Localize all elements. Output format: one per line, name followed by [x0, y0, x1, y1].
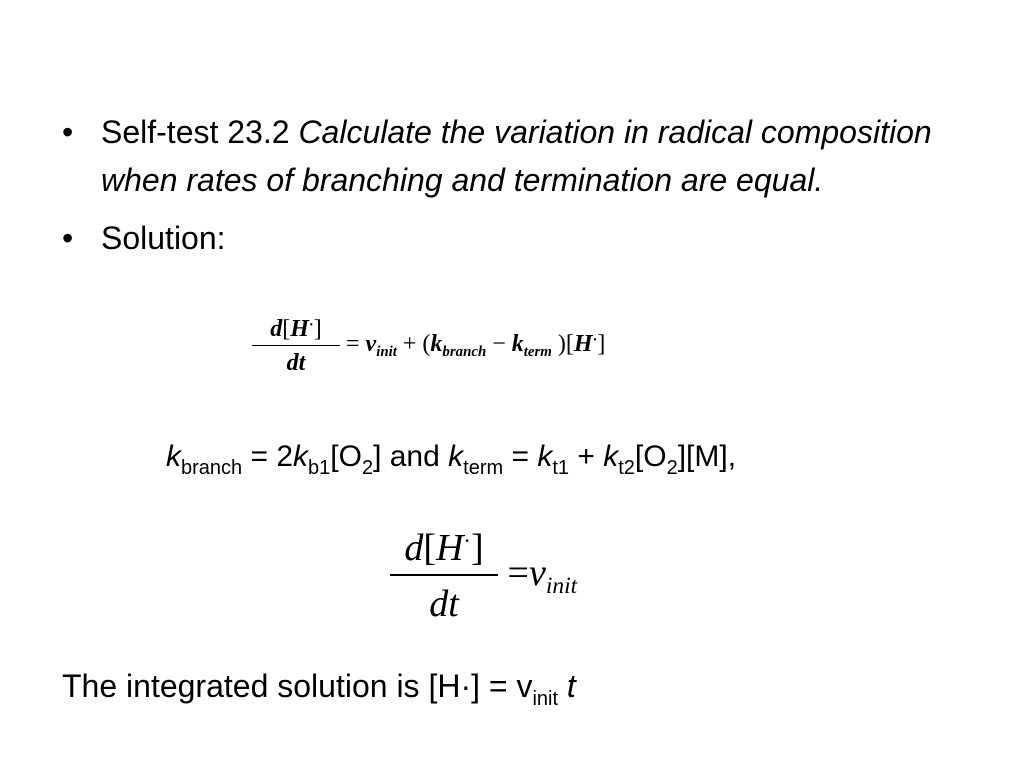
derivative-fraction: [252, 316, 340, 377]
fraction-bar: [252, 345, 340, 346]
fraction-numerator: d[H·]: [404, 527, 484, 569]
fraction-denominator: dt: [429, 583, 459, 625]
fraction-bar: [390, 574, 498, 576]
fraction-denominator: dt: [286, 350, 306, 376]
bullet-solution: [62, 214, 962, 262]
solution-label: Solution:: [101, 220, 226, 256]
bullet-symbol: •: [62, 220, 74, 256]
rate-equation-simplified: [390, 526, 577, 626]
rate-equation-full: [252, 316, 605, 377]
rate-constants-line: $k_{branch} = 2k_{b1}[O_2]$ and $k_{term} = k_{t1} + k_{t2}[O_2][M]$,: [166, 440, 737, 479]
equation-rhs: = $v_{init} + (k_{branch} - k_{term}$ )[H·]: [346, 331, 606, 361]
integrated-solution: The integrated solution is $[H\cdot] = v_{init}$ t: [62, 668, 576, 710]
bullet-symbol: •: [62, 114, 74, 150]
equation-rhs: $=v_{init}$: [507, 552, 578, 600]
derivative-fraction: [390, 526, 498, 626]
fraction-numerator: d[H·]: [270, 316, 322, 342]
bullet-self-test: [62, 108, 962, 204]
self-test-question: Calculate the variation in radical composition when rates of branching and termination are equal.: [101, 114, 932, 198]
self-test-label: Self-test 23.2: [101, 114, 290, 150]
bullet-list: [62, 108, 962, 262]
